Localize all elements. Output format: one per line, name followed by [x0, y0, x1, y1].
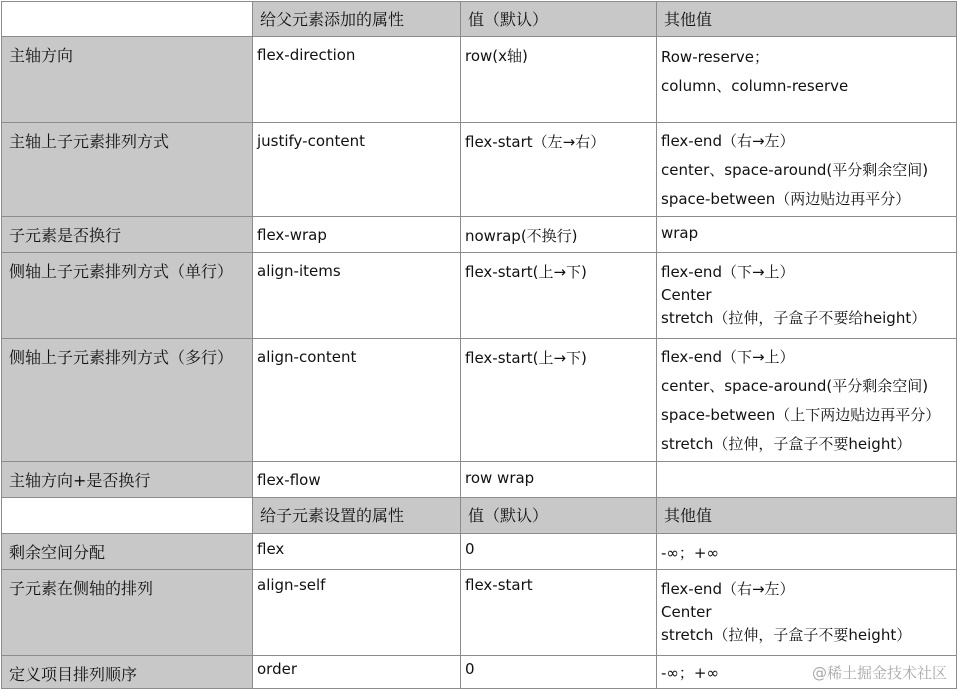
flex-properties-table [1, 1, 957, 689]
row-others [657, 253, 957, 339]
table-row [2, 217, 957, 253]
other-value: flex-end（右→左） [661, 132, 795, 150]
other-value: column、column-reserve [661, 77, 849, 95]
header-other-values: 其他值 [657, 498, 957, 534]
row-property: align-content [253, 339, 461, 462]
row-default: flex-start(上→下) [461, 339, 657, 462]
table-row [2, 462, 957, 498]
row-label: 主轴方向+是否换行 [2, 462, 253, 498]
other-value: Row-reserve； [661, 48, 769, 66]
header-other-values: 其他值 [657, 2, 957, 37]
row-property: justify-content [253, 123, 461, 217]
row-others [657, 570, 957, 656]
header-default-value: 值（默认） [461, 498, 657, 534]
table-row [2, 253, 957, 339]
row-property: flex-direction [253, 37, 461, 123]
row-others [657, 462, 957, 498]
header-row [2, 498, 957, 534]
other-value: -∞；+∞ [661, 544, 719, 562]
row-property: order [253, 656, 461, 689]
other-value: stretch（拉伸，子盒子不要height） [661, 435, 912, 453]
row-label: 剩余空间分配 [2, 534, 253, 570]
row-label: 子元素在侧轴的排列 [2, 570, 253, 656]
other-value: wrap [661, 224, 699, 242]
row-others [657, 123, 957, 217]
row-others [657, 534, 957, 570]
other-value: stretch（拉伸，子盒子不要height） [661, 626, 912, 644]
row-label: 侧轴上子元素排列方式（单行） [2, 253, 253, 339]
other-value: space-between（两边贴边再平分） [661, 190, 911, 208]
row-label: 侧轴上子元素排列方式（多行） [2, 339, 253, 462]
row-label: 主轴上子元素排列方式 [2, 123, 253, 217]
header-default-value: 值（默认） [461, 2, 657, 37]
other-value: stretch（拉伸，子盒子不要给height） [661, 309, 927, 327]
other-value: center、space-around(平分剩余空间) [661, 377, 929, 395]
row-others [657, 37, 957, 123]
watermark: @稀土掘金技术社区 [811, 664, 947, 682]
other-value: space-between（上下两边贴边再平分） [661, 406, 941, 424]
row-label: 子元素是否换行 [2, 217, 253, 253]
other-value: -∞；+∞ [661, 664, 719, 682]
row-default: nowrap(不换行) [461, 217, 657, 253]
row-default: flex-start(上→下) [461, 253, 657, 339]
header-parent-property: 给父元素添加的属性 [253, 2, 461, 37]
row-default: 0 [461, 656, 657, 689]
header-blank-cell [2, 2, 253, 37]
row-default: 0 [461, 534, 657, 570]
row-default: row(x轴) [461, 37, 657, 123]
header-blank-cell [2, 498, 253, 534]
row-label: 主轴方向 [2, 37, 253, 123]
row-property: flex-wrap [253, 217, 461, 253]
other-value: center、space-around(平分剩余空间) [661, 161, 929, 179]
table-row [2, 570, 957, 656]
row-default: flex-start（左→右） [461, 123, 657, 217]
row-default: row wrap [461, 462, 657, 498]
row-property: flex-flow [253, 462, 461, 498]
other-value: Center [661, 286, 712, 304]
table-row [2, 37, 957, 123]
other-value: flex-end（下→上） [661, 263, 795, 281]
row-property: flex [253, 534, 461, 570]
table-row [2, 534, 957, 570]
header-row [2, 2, 957, 37]
other-value: flex-end（右→左） [661, 580, 795, 598]
row-others [657, 217, 957, 253]
table-row [2, 339, 957, 462]
row-label: 定义项目排列顺序 [2, 656, 253, 689]
header-child-property: 给子元素设置的属性 [253, 498, 461, 534]
table-row [2, 123, 957, 217]
other-value: Center [661, 603, 712, 621]
row-property: align-self [253, 570, 461, 656]
row-property: align-items [253, 253, 461, 339]
other-value: flex-end（下→上） [661, 348, 795, 366]
row-others [657, 339, 957, 462]
row-default: flex-start [461, 570, 657, 656]
